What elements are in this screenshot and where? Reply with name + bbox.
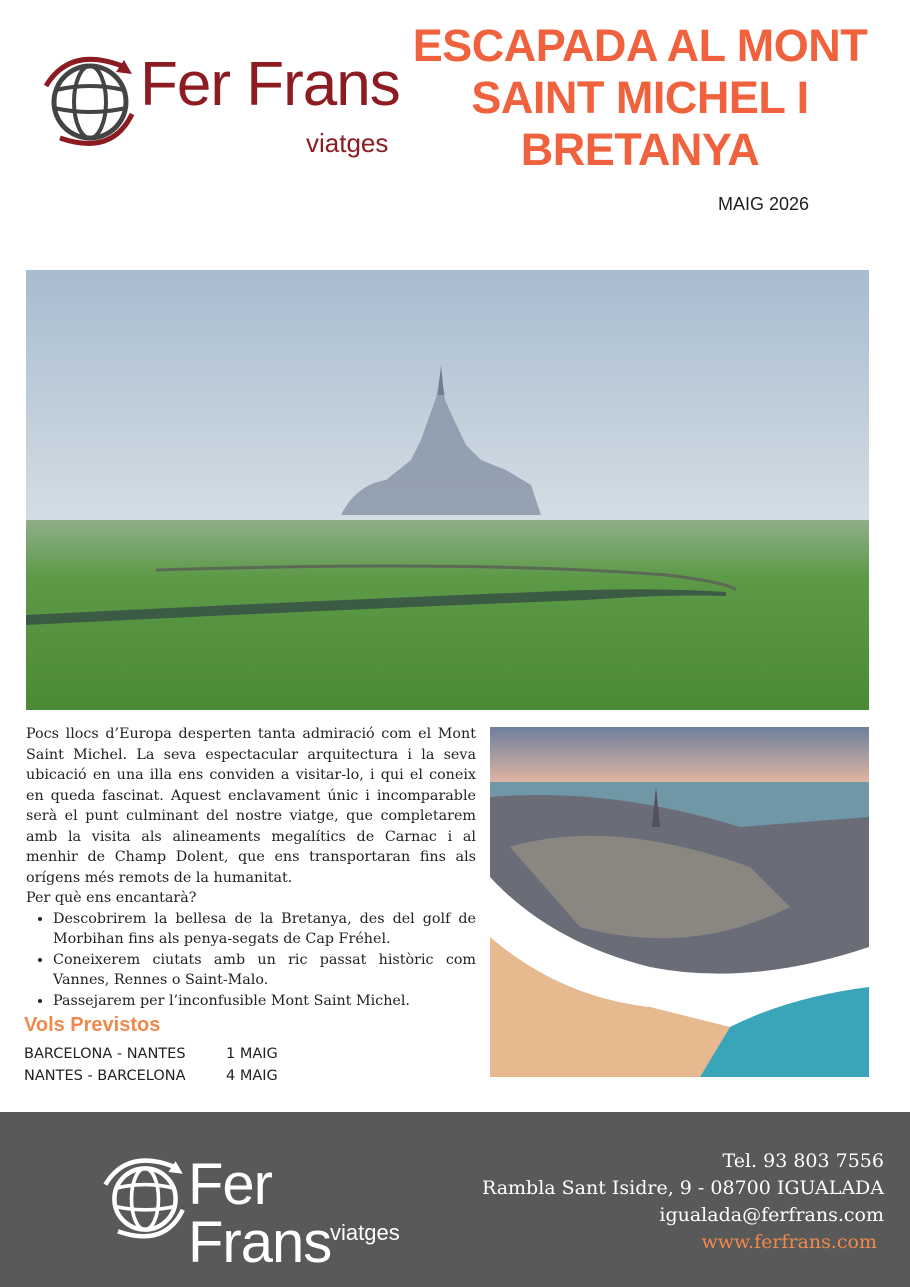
ferfrans-logo <box>40 52 410 162</box>
flight-row <box>24 1043 278 1065</box>
hero-image-mont-saint-michel <box>26 270 869 710</box>
globe-arrow-icon <box>40 52 140 152</box>
saint-malo-image <box>490 727 869 1077</box>
flight-date: 4 MAIG <box>226 1068 278 1084</box>
flight-row <box>24 1065 278 1087</box>
brand-sub: viatges <box>306 128 389 158</box>
globe-arrow-icon <box>100 1154 190 1244</box>
flight-date: 1 MAIG <box>226 1046 278 1062</box>
email-link[interactable]: igualada@ferfrans.com <box>659 1204 884 1226</box>
flights-title: Vols Previstos <box>24 1014 161 1036</box>
list-item: • Descobrirem la bellesa de la Bretanya, des del golf de Morbihan fins als penya-segats de Cap Fréhel. <box>53 909 476 950</box>
footer <box>0 1112 910 1287</box>
address: Rambla Sant Isidre, 9 - 08700 IGUALADA <box>481 1177 884 1199</box>
flight-route: BARCELONA - NANTES <box>24 1046 186 1062</box>
page-title: ESCAPADA AL MONT SAINT MICHEL I BRETANYA <box>412 20 868 175</box>
website-link[interactable]: www.ferfrans.com <box>701 1231 877 1253</box>
description <box>26 724 476 1011</box>
flights-table <box>24 1043 278 1087</box>
trip-date: MAIG 2026 <box>718 194 810 214</box>
highlights-list <box>26 909 476 1012</box>
list-item: • Coneixerem ciutats amb un ric passat històric com Vannes, Rennes o Saint-Malo. <box>53 950 476 991</box>
flight-route: NANTES - BARCELONA <box>24 1068 186 1084</box>
list-item: • Passejarem per l’inconfusible Mont Saint Michel. <box>53 991 476 1012</box>
footer-logo <box>100 1152 410 1275</box>
contact-info <box>482 1148 884 1256</box>
footer-brand-sub: viatges <box>330 1220 400 1245</box>
brand-name: Fer Frans <box>140 50 400 119</box>
why-question: Per què ens encantarà? <box>26 890 197 906</box>
footer-brand-name: Fer Frans <box>188 1152 332 1275</box>
phone: Tel. 93 803 7556 <box>722 1150 884 1172</box>
intro-paragraph: Pocs llocs d’Europa desperten tanta admiració com el Mont Saint Michel. La seva espectacular arquitectura i la seva ubicació en una illa ens conviden a visitar-lo, i qui el coneix en queda fascinat. Aquest enclavament únic i incomparable serà el punt culminant del nostre viatge, que completarem amb la visita als alineaments megalítics de Carnac i al menhir de Champ Dolent, que ens transportaran fins als orígens més remots de la humanitat. <box>26 726 476 886</box>
